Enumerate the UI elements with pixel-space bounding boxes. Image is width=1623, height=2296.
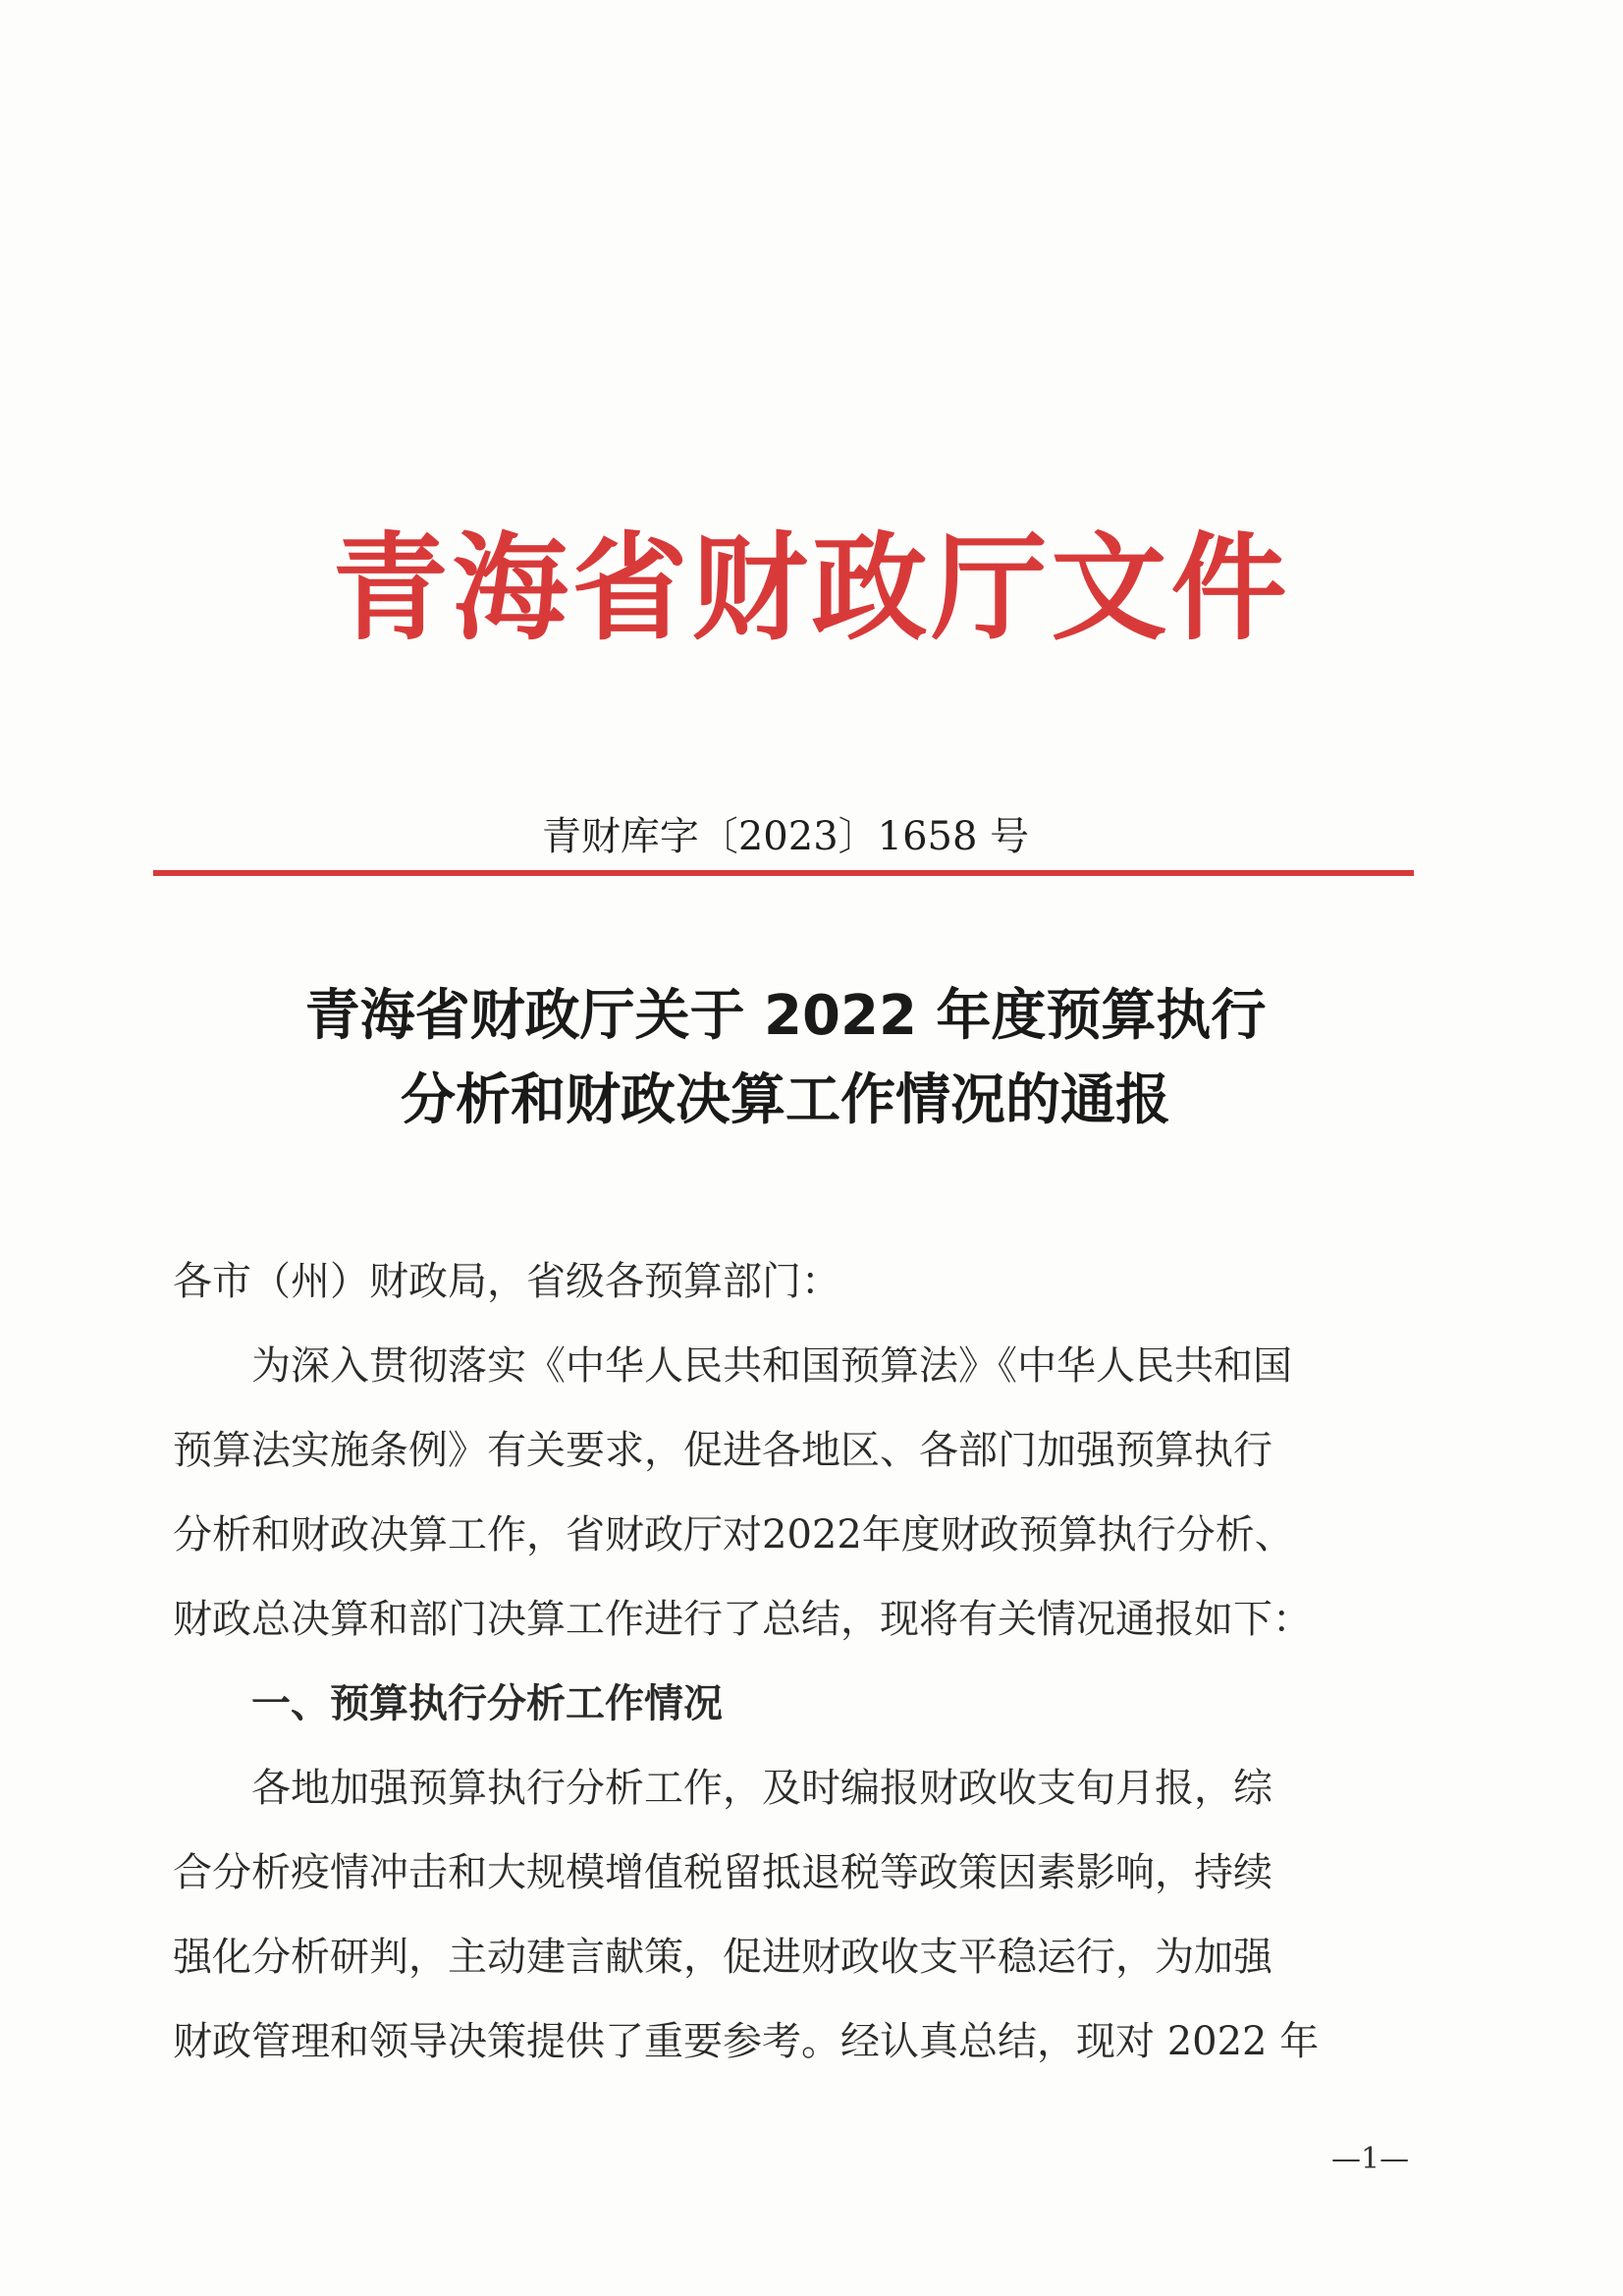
- document-title: [0, 974, 1571, 1143]
- salutation: 各市（州）财政局，省级各预算部门：: [173, 1259, 840, 1304]
- paragraph-line: 财政总决算和部门决算工作进行了总结，现将有关情况通报如下：: [173, 1597, 1312, 1642]
- document-number: 青财库字〔2023〕1658 号: [541, 814, 1030, 859]
- paragraph-line: 各地加强预算执行分析工作，及时编报财政收支旬月报，综: [251, 1766, 1272, 1811]
- paragraph-line: 强化分析研判，主动建言献策，促进财政收支平稳运行，为加强: [173, 1935, 1272, 1980]
- red-divider-line: [153, 870, 1414, 876]
- paragraph-line: 预算法实施条例》有关要求，促进各地区、各部门加强预算执行: [173, 1428, 1272, 1473]
- paragraph-line: 财政管理和领导决策提供了重要参考。经认真总结，现对 2022 年: [173, 2019, 1320, 2064]
- section-heading: 一、预算执行分析工作情况: [251, 1681, 723, 1726]
- paragraph-line: 为深入贯彻落实《中华人民共和国预算法》《中华人民共和国: [251, 1343, 1292, 1389]
- page-number: —1—: [1331, 2142, 1410, 2176]
- document-header: 青海省财政厅文件: [332, 520, 1291, 656]
- title-line: 青海省财政厅关于 2022 年度预算执行: [304, 984, 1267, 1048]
- document-body: [173, 1239, 1400, 2084]
- title-line: 分析和财政决算工作情况的通报: [401, 1068, 1170, 1132]
- paragraph-line: 分析和财政决算工作，省财政厅对2022年度财政预算执行分析、: [173, 1512, 1294, 1558]
- paragraph-line: 合分析疫情冲击和大规模增值税留抵退税等政策因素影响，持续: [173, 1850, 1272, 1895]
